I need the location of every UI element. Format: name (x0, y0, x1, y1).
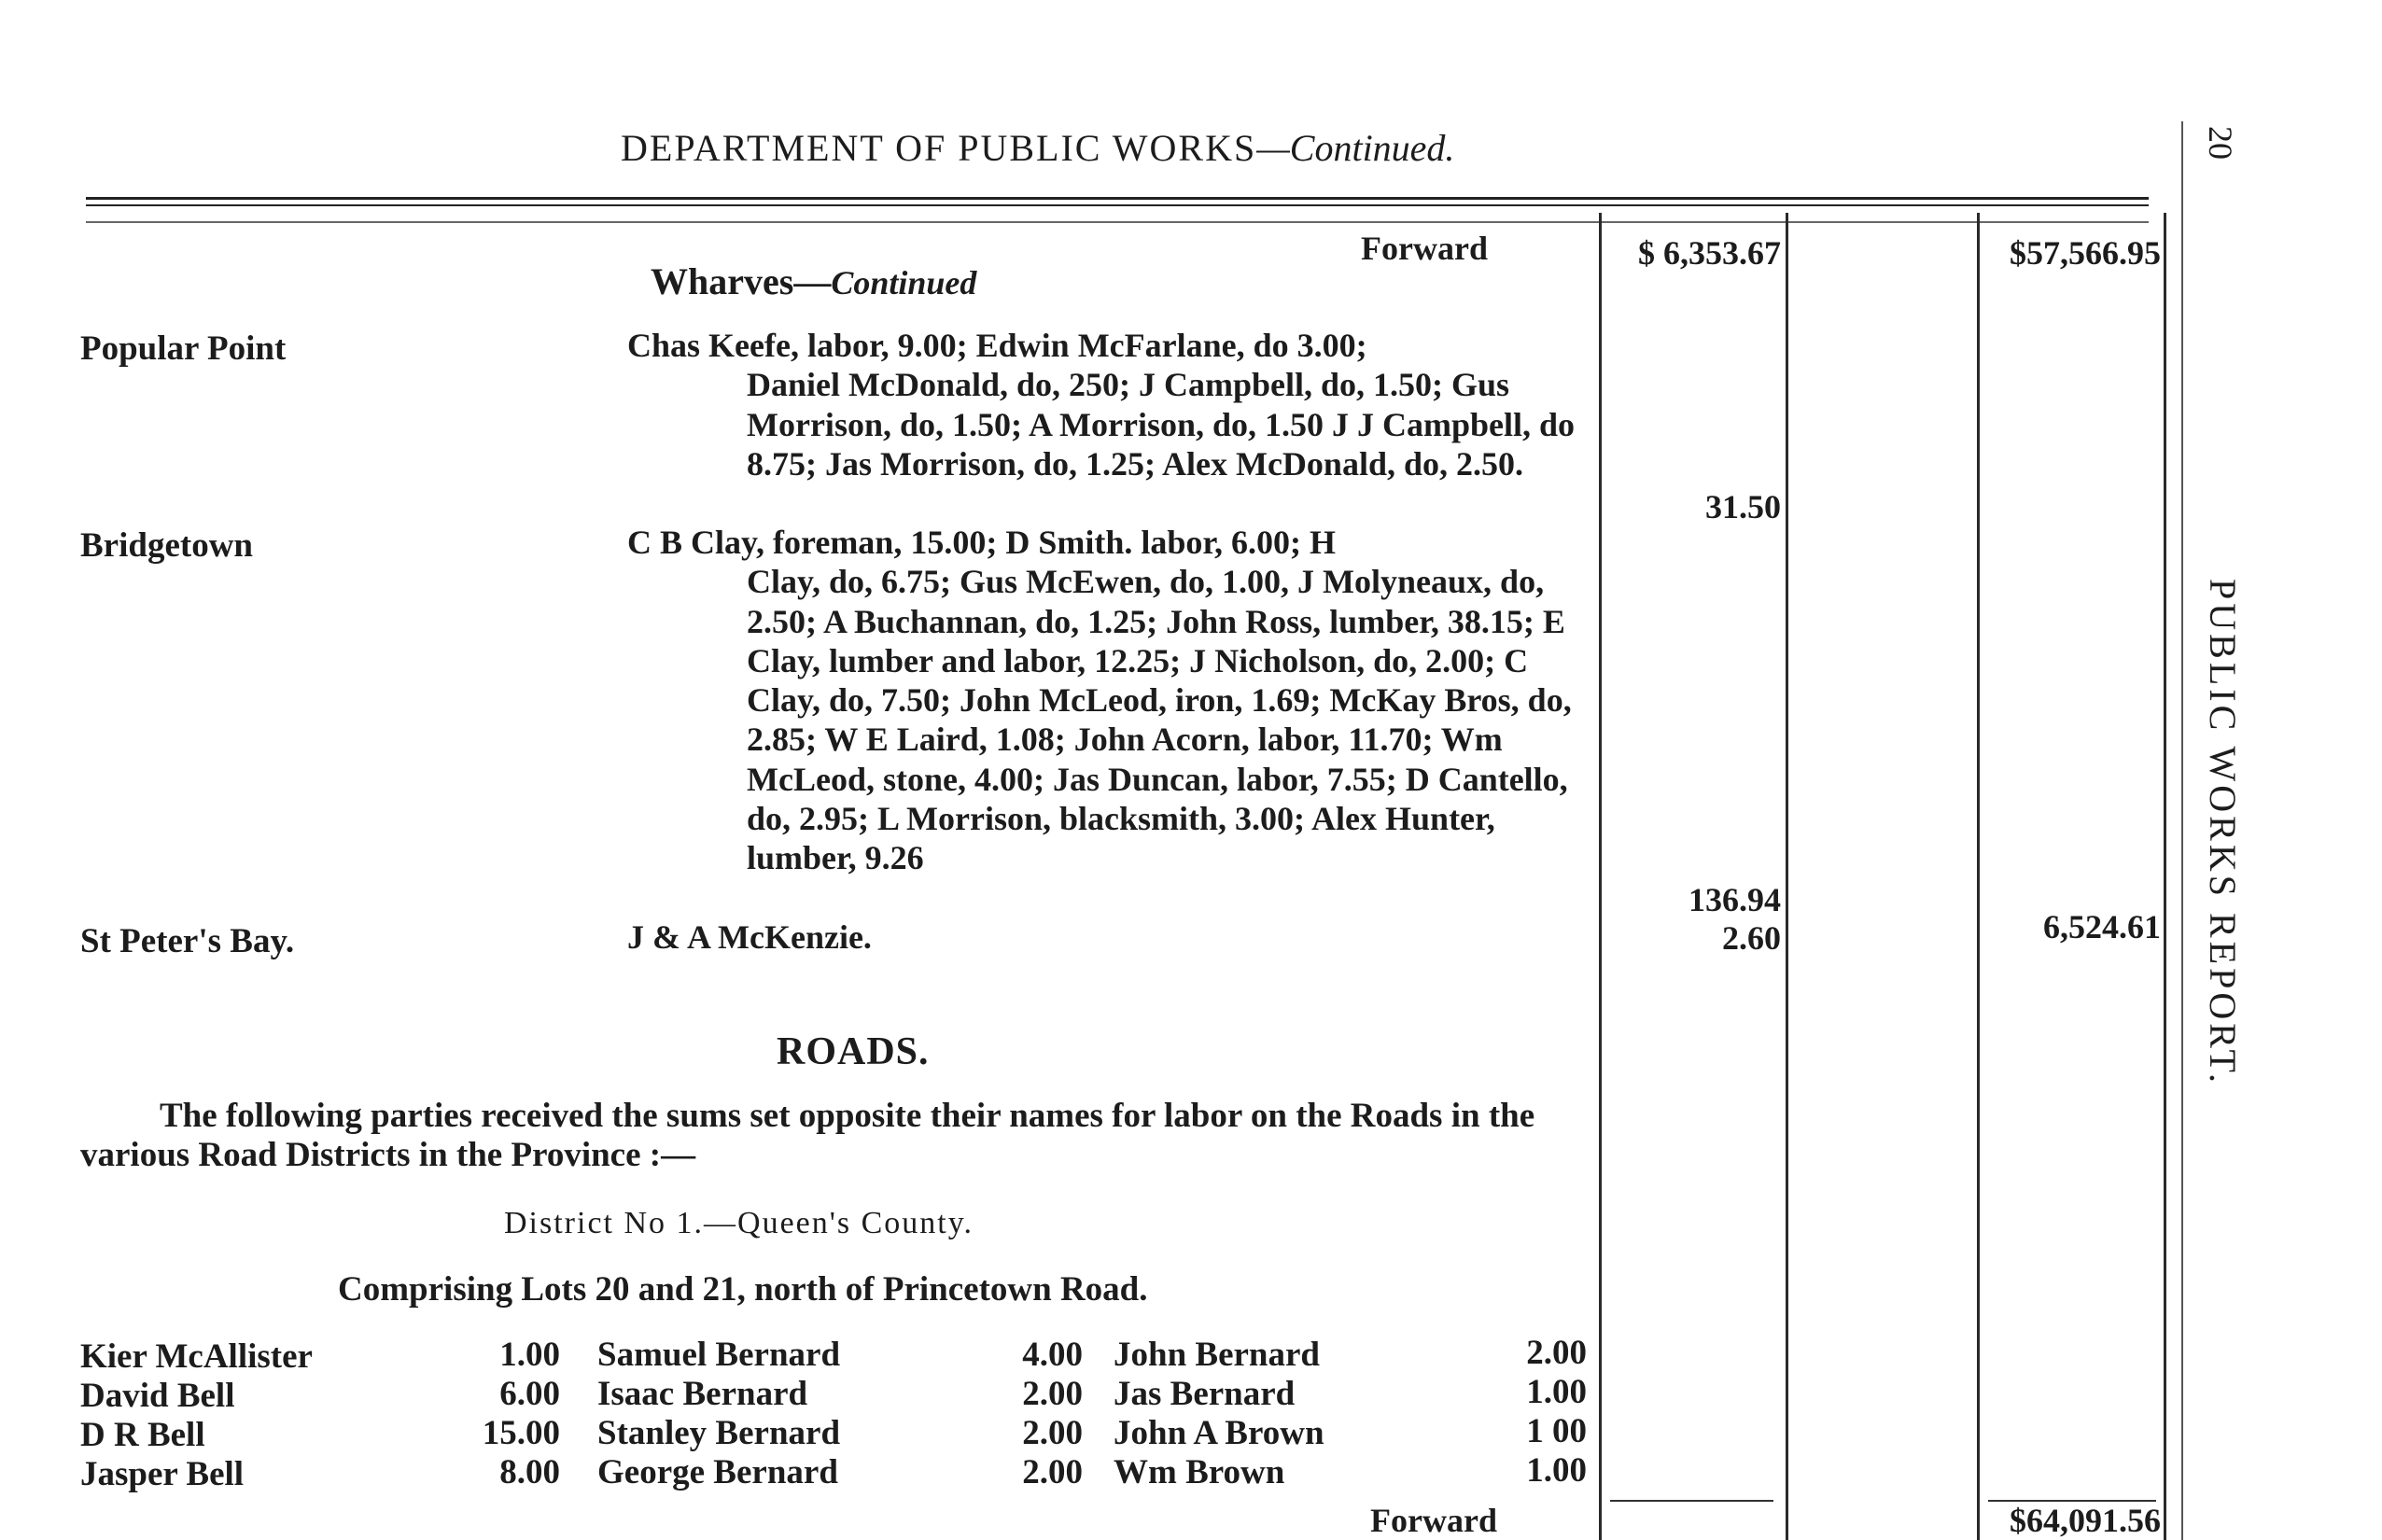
margin-rule (2181, 121, 2183, 1540)
subtotal-rule-col1 (1610, 1500, 1773, 1502)
entry-place: St Peter's Bay. (80, 922, 295, 960)
column-rule-4 (2164, 213, 2166, 1540)
entry-text (627, 326, 1579, 483)
entry-continuation: Clay, do, 6.75; Gus McEwen, do, 1.00, J Molyneaux, do, 2.50; A Buchannan, do, 1.25; John Ross, lumber, 38.15; E Clay, lumber and labor, 12.25; J Nicholson, do, 2.00; C Clay, do, 7.50; John McLeod, iron, 1.69; McKay Bros, do, 2.85; W E Laird, 1.08; John Acorn, labor, 11.70; Wm McLeod, stone, 4.00; Jas Duncan, labor, 7.55; D Cantello, do, 2.95; L Morrison, blacksmith, 3.00; Alex Hunter, lumber, 9.26 (747, 563, 1572, 877)
section-title-main: Wharves— (651, 260, 832, 302)
entry-first-line: J & A McKenzie. (627, 918, 872, 956)
column-rule-1 (1599, 213, 1602, 1540)
payee-name: John Bernard (1114, 1336, 1321, 1374)
forward-label-top: Forward (1361, 230, 1488, 267)
payee-amount: 2.00 (1526, 1334, 1587, 1372)
header-title: DEPARTMENT OF PUBLIC WORKS (621, 127, 1257, 169)
roads-intro: The following parties received the sums set opposite their names for labor on the Roads in the various Road Districts in the Province :— (80, 1097, 1535, 1174)
page-number: 20 (2202, 126, 2239, 160)
payee-amount: 1 00 (1526, 1412, 1587, 1450)
payee-name: Wm Brown (1114, 1453, 1285, 1491)
header-rule-bottom (86, 204, 2149, 206)
payee-name: Jasper Bell (80, 1455, 245, 1493)
payee-amount: 1.00 (1526, 1373, 1587, 1411)
column-rule-3 (1977, 213, 1980, 1540)
entry-amount: 136.94 (1688, 881, 1781, 918)
page-header (621, 126, 1454, 170)
payee-name: Samuel Bernard (597, 1336, 841, 1374)
payee-amount: 1.00 (499, 1336, 560, 1374)
entry-place: Bridgetown (80, 526, 253, 565)
section-title (651, 259, 976, 303)
forward-col3-bottom: $64,091.56 (2010, 1502, 2161, 1539)
payee-name: David Bell (80, 1377, 235, 1415)
entry-amount: 31.50 (1705, 488, 1781, 525)
wharves-total: 6,524.61 (2043, 908, 2161, 945)
entry-continuation: Daniel McDonald, do, 250; J Campbell, do, 1.50; Gus Morrison, do, 1.50; A Morrison, do, 1.50 J J Campbell, do 8.75; Jas Morrison, do, 1.25; Alex McDonald, do, 2.50. (747, 366, 1576, 483)
forward-col3-top: $57,566.95 (2010, 234, 2161, 272)
entry-text (627, 523, 1579, 878)
payee-amount: 1.00 (1526, 1451, 1587, 1490)
payee-name: Jas Bernard (1114, 1375, 1296, 1413)
forward-col1-top: $ 6,353.67 (1638, 234, 1781, 272)
payee-amount: 2.00 (1022, 1414, 1083, 1452)
entry-place: Popular Point (80, 329, 287, 368)
payee-amount: 4.00 (1022, 1336, 1083, 1374)
district-heading: District No 1.—Queen's County. (504, 1206, 974, 1240)
entry-first-line: Chas Keefe, labor, 9.00; Edwin McFarlane, do 3.00; (627, 327, 1367, 364)
payee-name: Stanley Bernard (597, 1414, 841, 1452)
payee-amount: 8.00 (499, 1453, 560, 1491)
payee-name: George Bernard (597, 1453, 838, 1491)
header-rule-top (86, 197, 2149, 200)
payee-name: John A Brown (1114, 1414, 1324, 1452)
payee-amount: 6.00 (499, 1375, 560, 1413)
running-title: PUBLIC WORKS REPORT. (2202, 579, 2244, 1086)
roads-title: ROADS. (777, 1030, 930, 1073)
header-rule-light (86, 221, 2149, 223)
header-continued: —Continued. (1256, 127, 1455, 169)
payee-name: Kier McAllister (80, 1337, 313, 1376)
payee-name: Isaac Bernard (597, 1375, 808, 1413)
payee-name: D R Bell (80, 1416, 205, 1454)
section-title-continued: Continued (831, 264, 977, 301)
payee-amount: 15.00 (482, 1414, 560, 1452)
payee-amount: 2.00 (1022, 1453, 1083, 1491)
column-rule-2 (1786, 213, 1788, 1540)
entry-first-line: C B Clay, foreman, 15.00; D Smith. labor, 6.00; H (627, 524, 1337, 561)
payee-amount: 2.00 (1022, 1375, 1083, 1413)
entry-amount: 2.60 (1722, 919, 1781, 957)
district-comprising: Comprising Lots 20 and 21, north of Princetown Road. (338, 1270, 1148, 1309)
entry-text (627, 917, 1579, 957)
forward-label-bottom: Forward (1370, 1502, 1497, 1539)
